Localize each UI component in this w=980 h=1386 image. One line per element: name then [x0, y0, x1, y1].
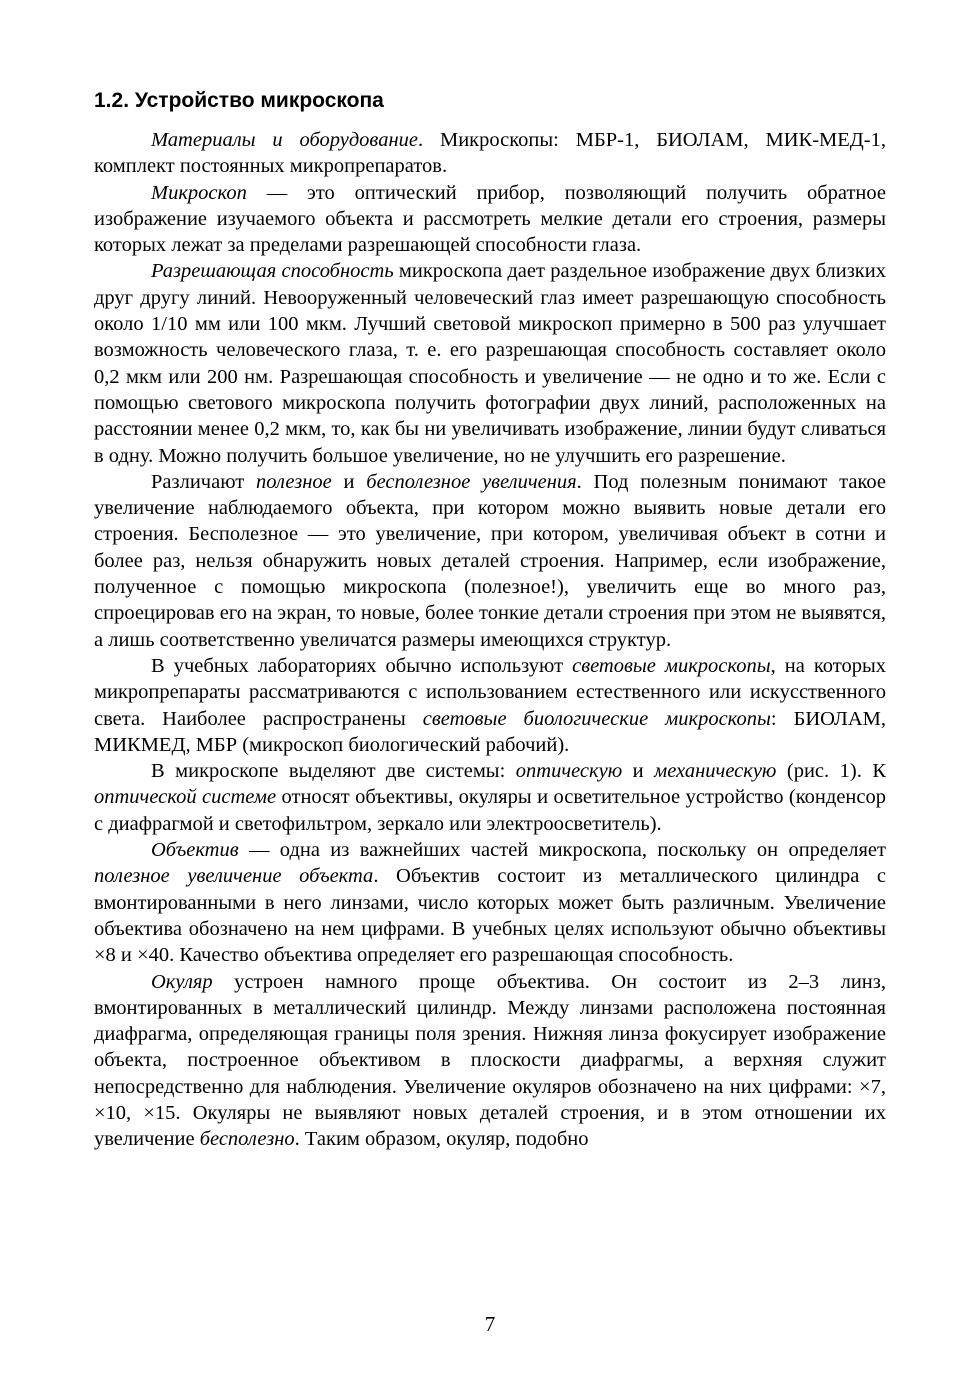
paragraph: [94, 258, 886, 468]
paragraph: [94, 969, 886, 1153]
paragraph: [94, 469, 886, 653]
paragraph: [94, 653, 886, 758]
text-span: : БИОЛАМ, МИКМЕД, МБР (микроскоп биологический рабочий).: [94, 707, 886, 756]
paragraph: [94, 127, 886, 180]
page-number: 7: [484, 1312, 496, 1336]
italic-term: Материалы и оборудование: [151, 129, 418, 151]
italic-term: бесполезно: [199, 1128, 295, 1151]
text-span: В учебных лабораториях обычно используют: [151, 654, 573, 677]
text-span: — это оптический прибор, позволяющий получить обратное изображение изучаемого объекта и рассмотреть мелкие детали его строения, размеры которых лежат за пределами разрешающей способности глаза.: [94, 181, 886, 257]
text-span: и: [331, 470, 367, 493]
text-span: В микроскопе выделяют две системы:: [151, 760, 516, 783]
italic-term: Объектив: [151, 839, 239, 862]
text-span: . Под полезным понимают такое увеличение наблюдаемого объекта, при котором можно выявить новые детали его строения. Бесполезное — это увеличение, при котором, увеличивая объект в сотни и более раз, нельзя обнаружить новых деталей строения. Например, если изображение, полученное с помощью микроскопа (полезное!), увеличить еще во много раз, спроецировав его на экран, то новые, более тонкие детали строения при этом не выявятся, а лишь соответственно увеличатся размеры имеющихся структур.: [94, 470, 886, 651]
text-span: и: [622, 760, 655, 783]
text-span: микроскопа дает раздельное изображение двух близких друг другу линий. Невооруженный человеческий глаз имеет разрешающую способность около 1/10 мм или 100 мкм. Лучший световой микроскоп примерно в 500 раз улучшает возможность человеческого глаза, т. е. его разрешающая способность составляет около 0,2 мкм или 200 нм. Разрешающая способность и увеличение — не одно и то же. Если с помощью светового микроскопа получить фотографии двух линий, расположенных на расстоянии менее 0,2 мкм, то, как бы ни увеличивать изображение, линии будут сливаться в одну. Можно получить большое увеличение, но не улучшить его разрешение.: [94, 260, 886, 467]
paragraph: [94, 758, 886, 837]
text-span: , на которых микропрепараты рассматриваются с использованием естественного или искусственного света. Наиболее распространены: [94, 654, 886, 730]
text-span: . Микроскопы: МБР-1, БИОЛАМ, МИК-МЕД-1, комплект постоянных микропрепаратов.: [94, 129, 886, 178]
paragraph: [94, 180, 886, 259]
text-span: — одна из важнейших частей микроскопа, поскольку он определяет: [238, 839, 886, 862]
italic-term: Окуляр: [151, 970, 213, 993]
italic-term: оптической системе: [94, 786, 277, 809]
body-text: [94, 127, 886, 1153]
text-span: относят объективы, окуляры и осветительное устройство (конденсор с диафрагмой и светофильтром, зеркало или электроосветитель).: [94, 786, 886, 835]
text-span: устроен намного проще объектива. Он состоит из 2–3 линз, вмонтированных в металлический цилиндр. Между линзами расположена постоянная диафрагма, определяющая границы поля зрения. Нижняя линза фокусирует изображение объекта, построенное объективом в плоскости диафрагмы, а верхняя служит непосредственно для наблюдения. Увеличение окуляров обозначено на них цифрами: ×7, ×10, ×15. Окуляры не выявляют новых деталей строения, и в этом отношении их увеличение: [94, 970, 886, 1151]
italic-term: полезное: [255, 470, 332, 493]
text-span: . Объектив состоит из металлического цилиндра с вмонтированными в него линзами, число которых может быть различным. Увеличение объектива обозначено на нем цифрами. В учебных целях используют обычно объективы ×8 и ×40. Качество объектива определяет его разрешающая способность.: [94, 865, 886, 967]
text-span: . Таким образом, окуляр, подобно: [294, 1128, 589, 1151]
page-content: [94, 88, 886, 1153]
italic-term: световые микроскопы: [572, 654, 771, 677]
italic-term: бесполезное увеличения: [366, 470, 577, 493]
section-heading: 1.2. Устройство микроскопа: [94, 89, 384, 112]
italic-term: полезное увеличение объекта: [94, 865, 374, 888]
text-span: Различают: [151, 470, 256, 493]
italic-term: Микроскоп: [151, 181, 247, 204]
text-span: (рис. 1). К: [776, 760, 886, 783]
italic-term: световые биологические микроскопы: [422, 707, 771, 730]
paragraph: [94, 837, 886, 968]
italic-term: оптическую: [515, 760, 623, 783]
italic-term: механическую: [654, 760, 777, 783]
italic-term: Разрешающая способность: [151, 260, 394, 283]
